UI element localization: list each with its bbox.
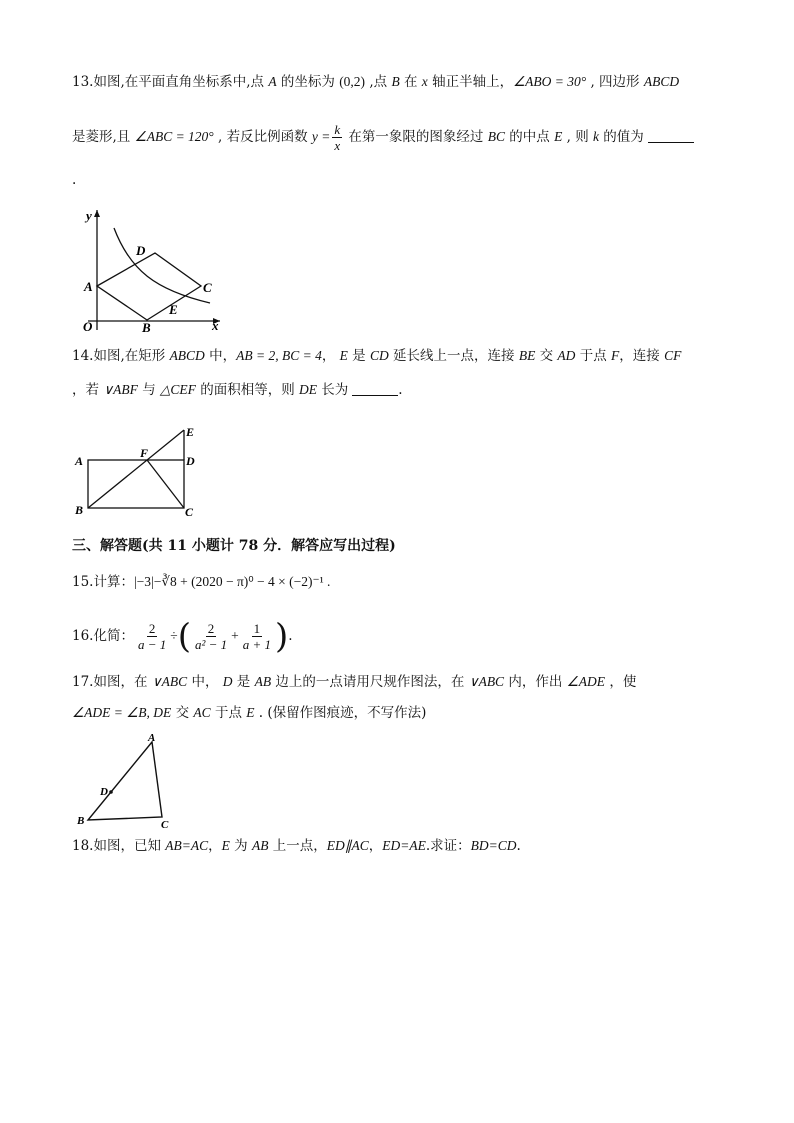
math-condition: AB = 2, BC = 4 — [236, 348, 322, 363]
segment-cf — [147, 460, 184, 508]
point-d — [109, 790, 113, 794]
q14-text: 中， — [204, 348, 237, 364]
q18-text: .求证： — [425, 838, 471, 854]
operator: ÷ — [170, 628, 178, 643]
q17-line-2 — [72, 703, 426, 723]
math-condition: ED=AE — [382, 838, 426, 853]
answer-blank[interactable] — [352, 381, 398, 396]
label-a: A — [148, 732, 156, 744]
label-o: O — [83, 319, 93, 334]
label-y: y — [86, 208, 92, 223]
q16-text: . — [288, 628, 293, 644]
q14-line-2 — [72, 380, 403, 400]
q13-text: 在 — [399, 74, 422, 90]
math-expr: y = — [311, 129, 331, 144]
q18-text: 为 — [229, 838, 252, 854]
q13-line-1 — [72, 72, 679, 92]
q13-text: 是菱形,且 — [72, 129, 135, 145]
segment-name: AD — [557, 348, 576, 363]
math-expr: |−3|−∛8 + (2020 − π)⁰ − 4 × (−2)⁻¹ . — [133, 574, 331, 589]
segment-name: AB — [251, 838, 269, 853]
fraction-numerator: 1 — [253, 621, 261, 636]
q14-text: ， — [321, 348, 340, 364]
answer-blank[interactable] — [648, 128, 694, 143]
q13-figure — [70, 200, 230, 335]
q14-text: . — [398, 382, 403, 398]
q18-text: ， — [208, 838, 222, 854]
math-angle: ∠ABC = 120° — [134, 129, 214, 144]
q17-text: 17.如图，在 — [72, 674, 152, 690]
triangle-name: ∨ABF — [103, 382, 138, 397]
q14-text: ，若 — [72, 382, 104, 398]
q16-label: 16.化简： — [72, 628, 134, 644]
math-condition: ED∥AC — [326, 838, 369, 853]
fraction — [241, 621, 273, 652]
segment-name: AB — [254, 674, 272, 689]
q13-text: 的值为 — [599, 129, 644, 145]
triangle-name: △CEF — [160, 382, 196, 397]
label-d: D — [100, 786, 108, 798]
math-var: k — [593, 129, 600, 144]
q13-text: , 则 — [562, 129, 594, 145]
q13-text: , 四边形 — [586, 74, 644, 90]
segment-name: AC — [193, 705, 211, 720]
segment-be — [88, 430, 184, 508]
fraction-numerator: 2 — [207, 621, 215, 636]
q15-label: 15.计算： — [72, 574, 134, 590]
q14-text: ，连接 — [619, 348, 665, 364]
label-f: F — [140, 446, 149, 460]
q14-text: 延长线上一点，连接 — [388, 348, 519, 364]
q18-line — [72, 836, 521, 856]
q14-text: 长为 — [317, 382, 349, 398]
label-a: A — [75, 454, 84, 468]
q17-figure — [72, 732, 182, 830]
point-label: F — [611, 348, 620, 363]
point-label: E — [246, 705, 255, 720]
q17-text: ，使 — [605, 674, 637, 690]
q17-text: 于点 — [210, 705, 247, 721]
fraction — [193, 621, 229, 652]
shape-name: ABCD — [643, 74, 680, 89]
rectangle-abcd — [88, 460, 184, 508]
label-x: x — [212, 318, 219, 333]
q14-text: 14.如图,在矩形 — [72, 348, 170, 364]
fraction — [332, 122, 342, 153]
fraction-denominator: a + 1 — [242, 637, 272, 652]
segment-name: CF — [664, 348, 682, 363]
section-heading: 三、解答题(共 11 小题计 78 分．解答应写出过程) — [72, 538, 396, 554]
triangle-abc — [88, 742, 162, 820]
segment-name: CD — [369, 348, 389, 363]
q14-text: 的面积相等，则 — [195, 382, 299, 398]
point-label: D — [222, 674, 233, 689]
label-a: A — [84, 279, 93, 294]
q13-text: 在第一象限的图象经过 — [344, 129, 488, 145]
label-b: B — [142, 320, 151, 335]
q13-text: ,点 — [365, 74, 392, 90]
q17-text: 边上的一点请用尺规作图法，在 — [271, 674, 469, 690]
fraction-denominator: a² − 1 — [194, 637, 228, 652]
q14-line-1 — [72, 346, 681, 366]
axis-var: x — [421, 74, 428, 89]
left-paren: ( — [177, 616, 191, 657]
q18-text: 18.如图，已知 — [72, 838, 166, 854]
math-condition: AB=AC — [165, 838, 209, 853]
q13-text: 的坐标为 — [276, 74, 340, 90]
segment-name: BE — [518, 348, 536, 363]
label-d: D — [136, 243, 146, 258]
q13-text: 13.如图,在平面直角坐标系中,点 — [72, 74, 269, 90]
q17-text: 内，作出 — [504, 674, 567, 690]
rhombus-abcd — [97, 253, 201, 320]
q17-text: 交 — [171, 705, 194, 721]
right-paren: ) — [275, 616, 289, 657]
fraction-denominator: x — [334, 138, 341, 153]
point-label: E — [221, 838, 230, 853]
q14-figure — [72, 422, 202, 520]
fraction — [136, 621, 168, 652]
point-label: A — [268, 74, 277, 89]
q14-text: 交 — [535, 348, 558, 364]
q15-line — [72, 572, 330, 592]
q17-line-1 — [72, 672, 636, 692]
y-axis-arrow — [94, 210, 100, 217]
label-b: B — [75, 503, 84, 517]
triangle-name: ∨ABC — [468, 674, 505, 689]
q17-text: 是 — [232, 674, 255, 690]
shape-name: ABCD — [169, 348, 205, 363]
q14-text: 是 — [347, 348, 370, 364]
q13-text: 的中点 — [505, 129, 555, 145]
q14-text: 与 — [137, 382, 161, 398]
fraction-numerator: 2 — [148, 621, 156, 636]
label-e: E — [169, 302, 178, 317]
point-label: E — [339, 348, 348, 363]
math-condition: ∠ADE = ∠B, DE — [72, 705, 172, 720]
q13-line-2 — [72, 122, 694, 153]
fraction-numerator: k — [334, 122, 341, 137]
q18-text: ， — [368, 838, 383, 854]
triangle-name: ∨ABC — [151, 674, 188, 689]
q17-text: . (保留作图痕迹，不写作法) — [254, 705, 427, 721]
q18-text: 上一点， — [268, 838, 327, 854]
point-label: B — [391, 74, 400, 89]
q13-text: 轴正半轴上， — [427, 74, 514, 90]
point-label: E — [554, 129, 563, 144]
label-c: C — [161, 819, 169, 830]
fraction-denominator: a − 1 — [137, 637, 167, 652]
label-e: E — [186, 425, 195, 439]
label-b: B — [77, 815, 85, 827]
q14-text: 于点 — [575, 348, 612, 364]
q17-text: 中， — [187, 674, 223, 690]
math-condition: BD=CD — [470, 838, 517, 853]
q13-line-3: . — [72, 172, 77, 188]
q18-text: . — [516, 838, 521, 854]
math-angle: ∠ABO = 30° — [513, 74, 587, 89]
label-c: C — [185, 505, 194, 519]
hyperbola-curve — [114, 228, 210, 303]
segment-name: BC — [487, 129, 505, 144]
coordinate: (0,2) — [339, 74, 366, 89]
q13-text: , 若反比例函数 — [213, 129, 312, 145]
math-angle: ∠ADE — [566, 674, 606, 689]
segment-name: DE — [299, 382, 317, 397]
operator: + — [231, 628, 239, 643]
label-c: C — [203, 280, 212, 295]
q16-line — [72, 616, 293, 657]
label-d: D — [186, 454, 195, 468]
